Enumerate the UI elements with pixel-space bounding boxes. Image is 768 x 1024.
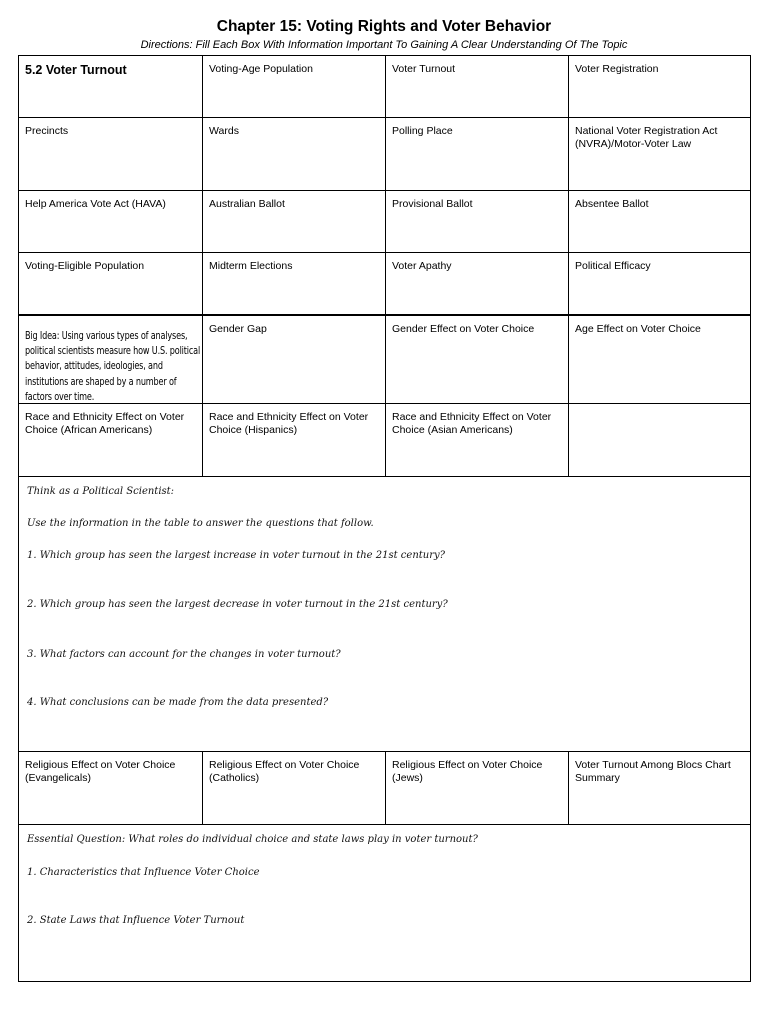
table-row [19,404,750,477]
essential-question: Essential Question: What roles do individual choice and state laws play in voter turnout? [27,834,478,845]
term-cell[interactable]: Age Effect on Voter Choice [568,316,750,403]
term-cell[interactable]: Gender Effect on Voter Choice [385,316,568,403]
big-idea-cell [19,316,202,403]
term-cell[interactable]: Voter Registration [568,56,750,117]
question-2: 2. Which group has seen the largest decrease in voter turnout in the 21st century? [27,599,448,610]
section-heading: 5.2 Voter Turnout [25,63,127,77]
term-cell[interactable]: Voting-Age Population [202,56,385,117]
term-cell[interactable]: Race and Ethnicity Effect on Voter Choice (Asian Americans) [385,404,568,476]
table-row [19,253,750,316]
question-3: 3. What factors can account for the changes in voter turnout? [27,649,341,660]
term-cell[interactable]: Voting-Eligible Population [25,260,145,272]
term-cell[interactable]: Midterm Elections [202,253,385,314]
term-cell[interactable]: Voter Turnout [385,56,568,117]
term-cell[interactable]: National Voter Registration Act (NVRA)/Motor-Voter Law [568,118,750,190]
table-row [19,56,750,118]
term-cell[interactable]: Precincts [25,125,69,137]
term-cell[interactable]: Religious Effect on Voter Choice (Jews) [385,752,568,824]
term-cell[interactable]: Polling Place [385,118,568,190]
empty-cell[interactable] [568,404,750,476]
big-idea-text: Big Idea: Using various types of analyses, political scientists measure how U.S. political behavior, attitudes, ideologies, and institutions are shaped by a number of factors over time. [25,330,201,403]
term-cell[interactable]: Absentee Ballot [568,191,750,252]
term-cell[interactable]: Political Efficacy [568,253,750,314]
term-cell[interactable]: Voter Turnout Among Blocs Chart Summary [568,752,750,824]
term-cell[interactable]: Race and Ethnicity Effect on Voter Choice (Hispanics) [202,404,385,476]
table-row [19,752,750,825]
term-cell[interactable]: Wards [202,118,385,190]
term-cell[interactable]: Religious Effect on Voter Choice (Evangelicals) [25,759,176,784]
term-cell[interactable]: Gender Gap [202,316,385,403]
term-cell[interactable]: Race and Ethnicity Effect on Voter Choice (African Americans) [25,411,185,436]
directions-text: Directions: Fill Each Box With Information Important To Gaining A Clear Understanding Of The Topic [140,39,628,51]
essential-question-section[interactable] [19,825,750,981]
term-cell[interactable]: Provisional Ballot [385,191,568,252]
question-4: 4. What conclusions can be made from the data presented? [27,697,329,708]
term-cell[interactable]: Religious Effect on Voter Choice (Catholics) [202,752,385,824]
question-1: 1. Which group has seen the largest increase in voter turnout in the 21st century? [27,550,446,561]
table-row [19,316,750,404]
scientist-instruction: Use the information in the table to answer the questions that follow. [27,518,374,529]
scientist-heading: Think as a Political Scientist: [27,486,175,497]
page-title: Chapter 15: Voting Rights and Voter Behavior [216,18,552,35]
term-cell[interactable]: Help America Vote Act (HAVA) [25,198,166,210]
table-row [19,118,750,191]
term-cell[interactable]: Voter Apathy [385,253,568,314]
essential-item-2: 2. State Laws that Influence Voter Turnout [27,915,245,926]
worksheet-table [18,55,751,982]
term-cell[interactable]: Australian Ballot [202,191,385,252]
table-row [19,191,750,253]
political-scientist-section[interactable] [19,477,750,752]
essential-item-1: 1. Characteristics that Influence Voter Choice [27,867,260,878]
